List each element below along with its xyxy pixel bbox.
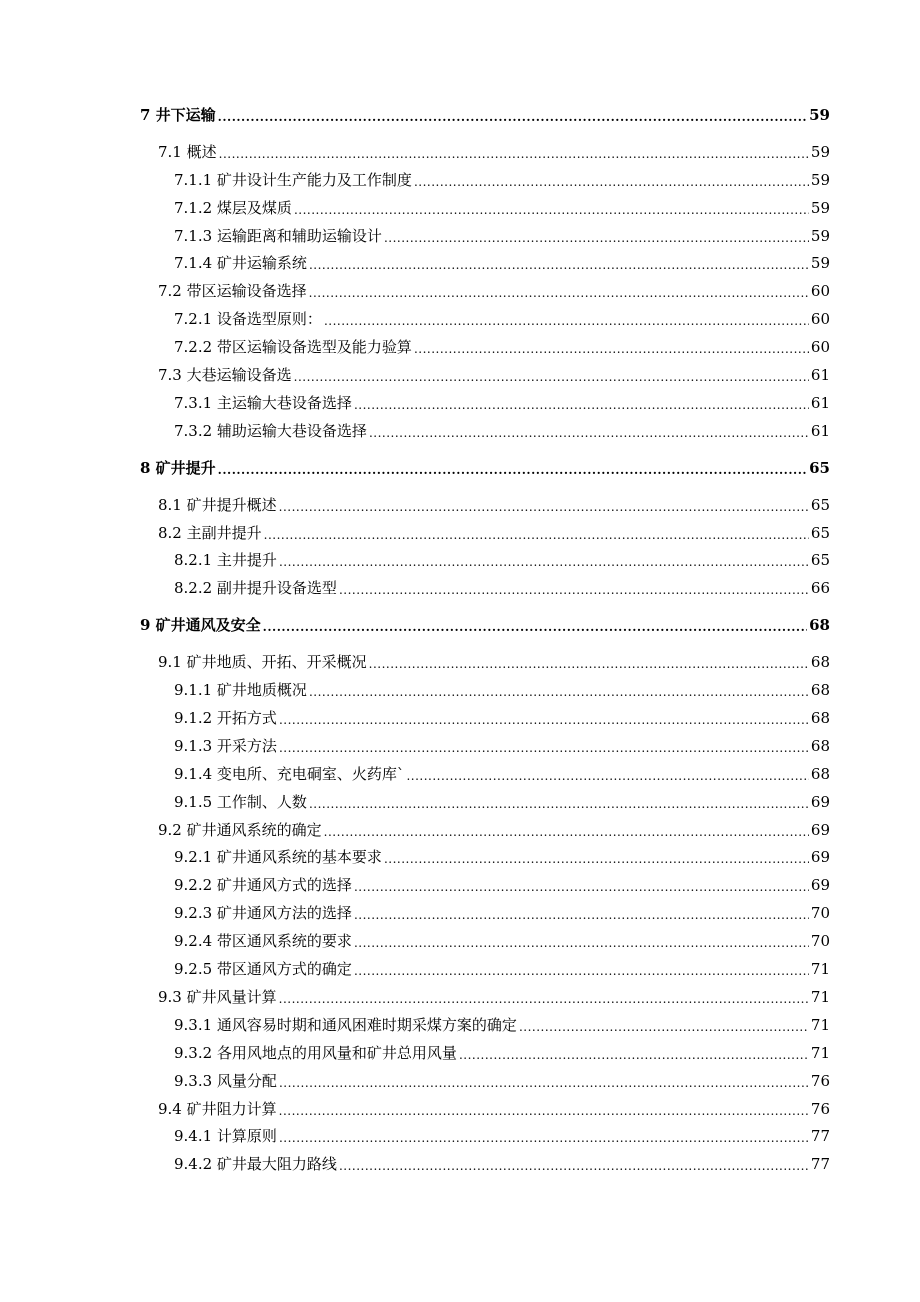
toc-entry-page-number: 61 [810,393,830,412]
toc-entry[interactable] [140,840,830,868]
toc-entry[interactable] [140,979,830,1007]
toc-dot-leader [279,712,809,728]
toc-entry[interactable] [140,895,830,923]
toc-entry-page-number: 70 [810,932,830,951]
toc-entry-title: 8.2.1 主井提升 [174,551,277,570]
toc-entry[interactable] [140,487,830,515]
toc-entry-title: 9.2 矿井通风系统的确定 [158,820,322,839]
toc-dot-leader [369,425,809,441]
toc-dot-leader [279,991,809,1007]
toc-entry-page-number: 60 [810,310,830,329]
toc-entry-page-number: 61 [810,366,830,385]
toc-dot-leader [369,656,809,672]
toc-entry[interactable] [140,923,830,951]
toc-entry-page-number: 59 [810,198,830,217]
toc-entry-page-number: 68 [809,616,830,635]
toc-entry-page-number: 77 [810,1155,830,1174]
toc-entry[interactable] [140,134,830,162]
toc-entry[interactable] [140,413,830,441]
toc-dot-leader [309,257,809,273]
toc-entry-page-number: 59 [810,254,830,273]
toc-entry[interactable] [140,728,830,756]
toc-entry-page-number: 68 [810,736,830,755]
toc-entry-page-number: 59 [810,142,830,161]
toc-entry[interactable] [140,301,830,329]
toc-entry[interactable] [140,329,830,357]
toc-entry[interactable] [140,1091,830,1119]
toc-entry[interactable] [140,570,830,598]
toc-entry-page-number: 70 [810,904,830,923]
toc-entry-title: 9.1.5 工作制、人数 [174,792,307,811]
toc-entry-title: 9.1.2 开拓方式 [174,709,277,728]
toc-dot-leader [309,285,809,301]
toc-dot-leader [309,796,809,812]
toc-entry-title: 7.2 带区运输设备选择 [158,282,307,301]
toc-entry-title: 7.1.2 煤层及煤质 [174,198,292,217]
toc-entry-page-number: 69 [810,792,830,811]
toc-entry-title: 9.3.1 通风容易时期和通风困难时期采煤方案的确定 [174,1015,517,1034]
toc-entry-page-number: 61 [810,421,830,440]
toc-entry-page-number: 68 [810,709,830,728]
toc-dot-leader [354,935,809,951]
toc-entry-title: 7.1.1 矿井设计生产能力及工作制度 [174,170,412,189]
toc-entry[interactable] [140,644,830,672]
toc-entry-page-number: 69 [810,820,830,839]
toc-entry-page-number: 68 [810,653,830,672]
toc-entry[interactable] [140,543,830,571]
toc-dot-leader [263,619,807,635]
toc-dot-leader [219,146,809,162]
toc-entry-title: 9.2.5 带区通风方式的确定 [174,960,352,979]
toc-entry-title: 7.2.2 带区运输设备选型及能力验算 [174,338,412,357]
toc-entry-page-number: 59 [810,170,830,189]
toc-entry-title: 9.3.3 风量分配 [174,1071,277,1090]
toc-dot-leader [324,313,809,329]
toc-entry[interactable] [140,1119,830,1147]
toc-entry-title: 9.1.3 开采方法 [174,736,277,755]
toc-dot-leader [354,879,809,895]
toc-entry-title: 9.1.1 矿井地质概况 [174,681,307,700]
table-of-contents [140,97,830,1174]
toc-dot-leader [406,768,808,784]
toc-dot-leader [264,527,809,543]
toc-entry[interactable] [140,162,830,190]
toc-dot-leader [218,462,807,478]
toc-dot-leader [339,1158,809,1174]
toc-entry-page-number: 71 [810,960,830,979]
toc-entry[interactable] [140,1007,830,1035]
toc-entry[interactable] [140,1063,830,1091]
toc-entry[interactable] [140,672,830,700]
toc-dot-leader [354,963,809,979]
toc-dot-leader [279,1103,809,1119]
toc-entry-title: 9.3.2 各用风地点的用风量和矿井总用风量 [174,1043,457,1062]
toc-dot-leader [519,1019,809,1035]
toc-entry-title: 9.2.1 矿井通风系统的基本要求 [174,848,382,867]
toc-entry-page-number: 65 [810,495,830,514]
toc-dot-leader [414,174,809,190]
toc-entry-page-number: 60 [810,338,830,357]
toc-entry-title: 8 矿井提升 [140,458,216,477]
toc-entry-title: 9.2.3 矿井通风方法的选择 [174,904,352,923]
toc-entry[interactable] [140,218,830,246]
toc-entry-page-number: 59 [810,226,830,245]
toc-entry[interactable] [140,273,830,301]
toc-entry-title: 9.3 矿井风量计算 [158,987,277,1006]
toc-entry-page-number: 69 [810,848,830,867]
toc-dot-leader [354,397,809,413]
toc-entry-title: 7.3.2 辅助运输大巷设备选择 [174,421,367,440]
toc-dot-leader [459,1047,809,1063]
toc-dot-leader [279,1130,809,1146]
toc-entry-page-number: 71 [810,1043,830,1062]
toc-entry[interactable] [140,867,830,895]
toc-entry-title: 7.1.3 运输距离和辅助运输设计 [174,226,382,245]
toc-entry-title: 9.4.1 计算原则 [174,1127,277,1146]
toc-entry[interactable] [140,450,830,478]
toc-dot-leader [309,684,809,700]
toc-entry-title: 9 矿井通风及安全 [140,616,261,635]
toc-dot-leader [279,554,809,570]
toc-entry-title: 7.3 大巷运输设备选 [158,366,292,385]
toc-entry[interactable] [140,190,830,218]
toc-entry-title: 9.4 矿井阻力计算 [158,1099,277,1118]
toc-entry[interactable] [140,700,830,728]
toc-dot-leader [339,582,809,598]
toc-entry[interactable] [140,1146,830,1174]
toc-entry-page-number: 68 [810,681,830,700]
toc-entry[interactable] [140,756,830,784]
toc-dot-leader [279,1075,809,1091]
toc-entry-title: 8.1 矿井提升概述 [158,495,277,514]
toc-dot-leader [384,851,809,867]
toc-entry-page-number: 76 [810,1071,830,1090]
toc-dot-leader [218,109,807,125]
toc-entry[interactable] [140,812,830,840]
toc-entry-title: 9.2.4 带区通风系统的要求 [174,932,352,951]
toc-entry-title: 9.1 矿井地质、开拓、开采概况 [158,653,367,672]
toc-dot-leader [324,824,809,840]
toc-entry-title: 7.2.1 设备选型原则： [174,310,322,329]
toc-entry-page-number: 71 [810,987,830,1006]
toc-entry-title: 7 井下运输 [140,106,216,124]
toc-entry-page-number: 71 [810,1015,830,1034]
toc-entry-title: 8.2 主副井提升 [158,523,262,542]
toc-entry-page-number: 66 [810,579,830,598]
toc-dot-leader [384,230,809,246]
toc-entry-title: 8.2.2 副井提升设备选型 [174,579,337,598]
toc-dot-leader [279,740,809,756]
toc-dot-leader [414,341,809,357]
toc-entry-title: 9.2.2 矿井通风方式的选择 [174,876,352,895]
toc-entry-title: 7.1 概述 [158,142,217,161]
toc-dot-leader [279,499,809,515]
toc-entry[interactable] [140,515,830,543]
toc-entry[interactable] [140,246,830,274]
toc-entry-title: 9.4.2 矿井最大阻力路线 [174,1155,337,1174]
toc-entry[interactable] [140,951,830,979]
toc-entry-page-number: 65 [810,551,830,570]
toc-entry[interactable] [140,357,830,385]
toc-entry[interactable] [140,385,830,413]
toc-entry-page-number: 69 [810,876,830,895]
toc-entry-title: 9.1.4 变电所、充电硐室、火药库` [174,764,405,783]
toc-entry-page-number: 68 [810,764,830,783]
toc-entry-page-number: 60 [810,282,830,301]
toc-dot-leader [294,369,809,385]
toc-entry-page-number: 77 [810,1127,830,1146]
toc-entry[interactable] [140,1035,830,1063]
toc-entry-page-number: 65 [809,458,830,477]
toc-entry[interactable] [140,607,830,635]
toc-entry-page-number: 59 [809,106,830,124]
toc-entry-page-number: 65 [810,523,830,542]
toc-entry[interactable] [140,97,830,125]
toc-entry[interactable] [140,784,830,812]
toc-entry-page-number: 76 [810,1099,830,1118]
toc-entry-title: 7.3.1 主运输大巷设备选择 [174,393,352,412]
toc-entry-title: 7.1.4 矿井运输系统 [174,254,307,273]
toc-dot-leader [294,202,809,218]
toc-dot-leader [354,907,809,923]
